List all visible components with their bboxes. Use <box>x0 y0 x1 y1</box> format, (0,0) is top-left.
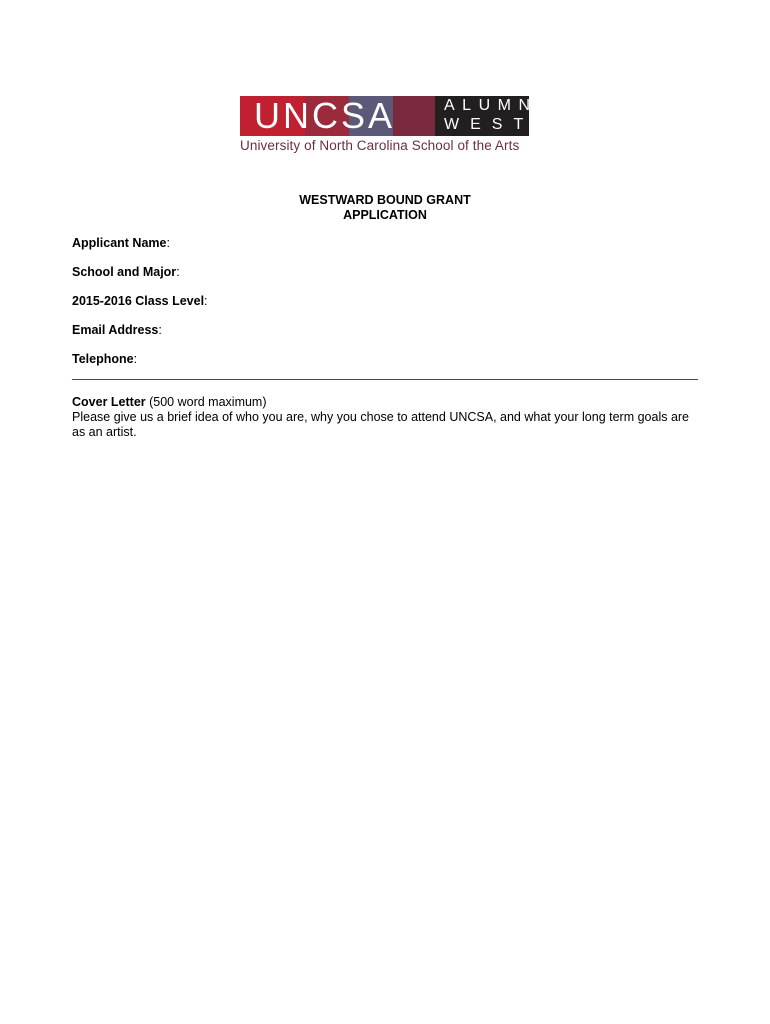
field-label: School and Major <box>72 265 177 279</box>
field-school-major[interactable] <box>72 265 698 294</box>
logo-alumni-west <box>436 96 550 136</box>
logo-subtitle: University of North Carolina School of the Arts <box>240 138 520 153</box>
cover-letter-heading <box>72 395 702 410</box>
field-colon: : <box>158 323 162 337</box>
field-label: Email Address <box>72 323 159 337</box>
cover-letter-label: Cover Letter <box>72 395 146 409</box>
logo-uncsa-text: UNCSA <box>254 95 396 136</box>
field-colon: : <box>133 352 138 366</box>
field-label: 2015-2016 Class Level <box>72 294 205 308</box>
field-colon: : <box>204 294 208 308</box>
title-line-2: APPLICATION <box>343 208 427 222</box>
uncsa-alumni-west-logo <box>240 95 550 156</box>
field-label: Applicant Name <box>72 236 167 250</box>
section-divider <box>72 379 698 380</box>
title-line-1: WESTWARD BOUND GRANT <box>299 193 471 207</box>
applicant-fields <box>72 236 698 381</box>
field-colon: : <box>166 236 170 250</box>
cover-letter-section <box>72 395 702 440</box>
field-applicant-name[interactable] <box>72 236 698 265</box>
field-email[interactable] <box>72 323 698 352</box>
cover-letter-instructions: Please give us a brief idea of who you are, why you chose to attend UNCSA, and what your long term goals are as an artist. <box>72 410 690 439</box>
logo-alumni-text: ALUMNI <box>444 97 550 114</box>
field-label: Telephone <box>72 352 134 366</box>
logo-west-text: WEST <box>444 116 535 133</box>
cover-letter-note: (500 word maximum) <box>145 395 267 409</box>
page-title <box>0 193 770 223</box>
field-telephone[interactable] <box>72 352 698 381</box>
field-colon: : <box>176 265 180 279</box>
field-class-level[interactable] <box>72 294 698 323</box>
